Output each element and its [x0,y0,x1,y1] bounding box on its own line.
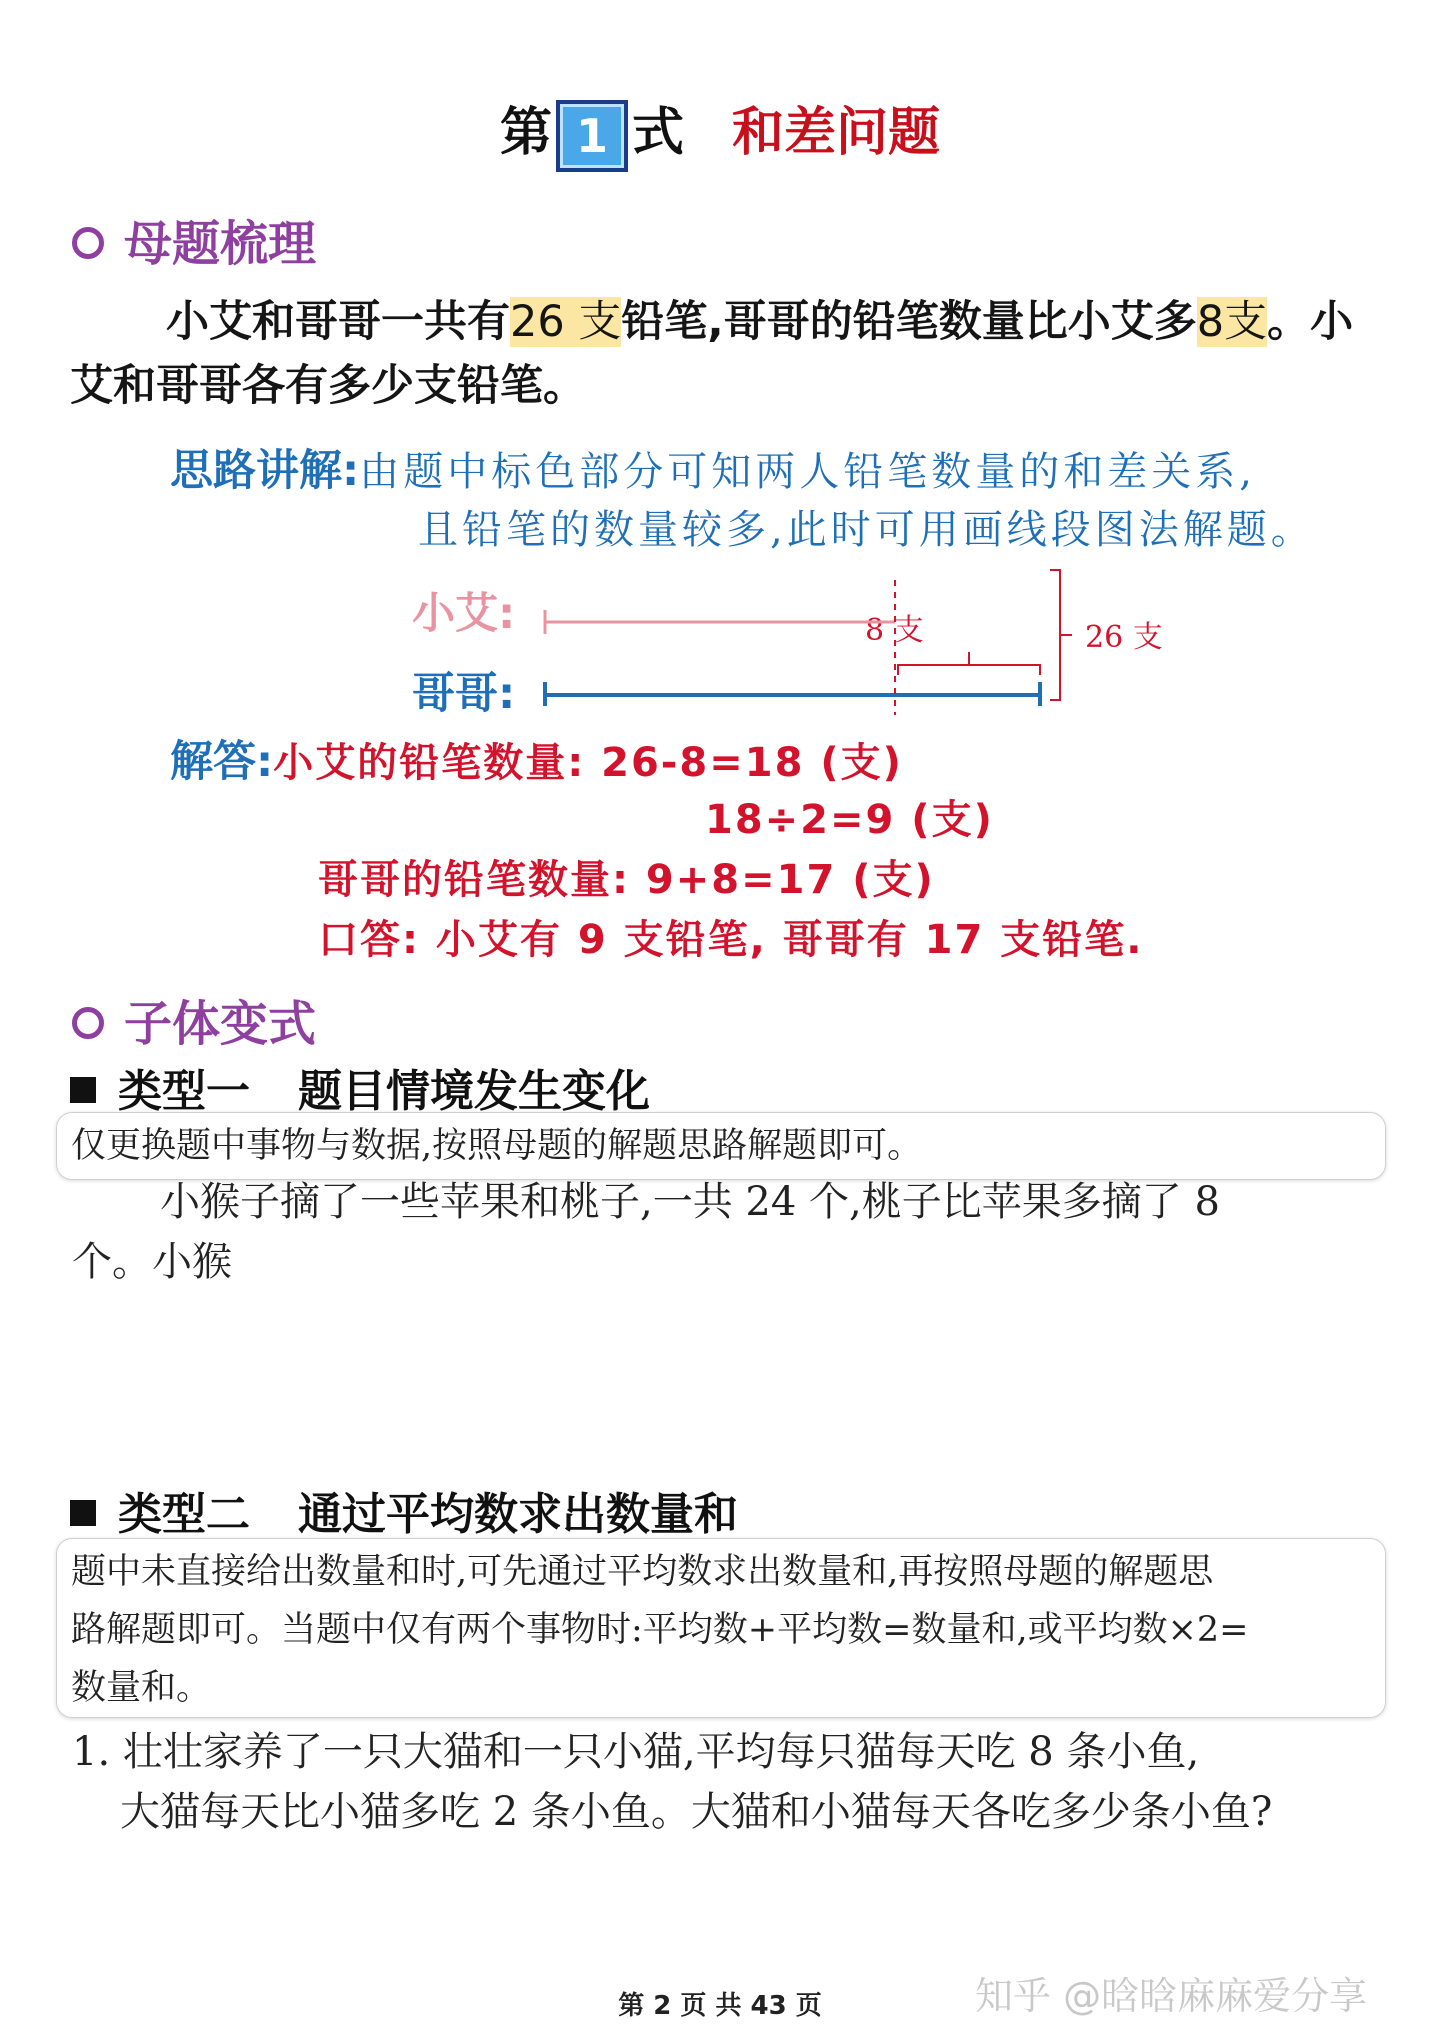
square-bullet-icon [70,1077,96,1103]
gege-segment [545,682,1040,706]
circle-bullet-icon [72,1007,104,1039]
title-prefix: 第 [499,103,552,163]
diff-brace [898,652,1040,675]
title-topic: 和差问题 [732,103,941,163]
diagram-label-gege: 哥哥: [412,669,516,719]
xiaoai-segment [545,610,895,634]
section-heading-variants [72,985,316,1054]
highlight-unit: 支 [1224,297,1268,347]
diagram-diff-label: 8 支 [865,613,924,648]
type1-heading: 类型一 题目情境发生变化 [70,1055,650,1119]
title-number-badge: 1 [556,100,628,172]
section-heading-mother [72,205,316,274]
section-title: 子体变式 [124,996,317,1052]
highlight-diff: 8 [1196,297,1225,347]
line-segment-diagram [540,560,1100,720]
diagram-total-label: 26 支 [1085,620,1163,655]
answer-line-1: 小艾的铅笔数量: 26-8=18 (支) [273,740,903,786]
highlight-total: 26 支 [510,297,622,347]
mother-problem: 小艾和哥哥一共有26 支铅笔,哥哥的铅笔数量比小艾多8支。小艾和哥哥各有多少支铅笔。 [70,297,1354,411]
analysis-label: 思路讲解: [170,446,360,496]
answer-block [170,728,903,789]
type1-question-line-1: 小猴子摘了一些苹果和桃子,一共 24 个,桃子比苹果多摘了 8 [160,1179,1220,1225]
type2-tip-box: 题中未直接给出数量和时,可先通过平均数求出数量和,再按照母题的解题思 路解题即可。当题中仅有两个事物时:平均数+平均数=数量和,或平均数×2= 数量和。 [56,1538,1386,1718]
answer-line-4: 口答: 小艾有 9 支铅笔, 哥哥有 17 支铅笔. [318,917,1144,963]
type1-tip-box: 仅更换题中事物与数据,按照母题的解题思路解题即可。 [56,1112,1386,1180]
analysis-block [170,437,1400,498]
analysis-line-1: 由题中标色部分可知两人铅笔数量的和差关系, [359,449,1256,495]
type2-heading: 类型二 通过平均数求出数量和 [70,1478,738,1542]
circle-bullet-icon [72,227,104,259]
answer-line-3: 哥哥的铅笔数量: 9+8=17 (支) [318,857,935,903]
diagram-label-xiaoai: 小艾: [412,589,516,639]
analysis-line-2: 且铅笔的数量较多,此时可用画线段图法解题。 [418,507,1315,553]
answer-label: 解答: [170,737,274,787]
type1-question-line-2: 个。小猴 [72,1239,232,1285]
section-title: 母题梳理 [124,216,317,272]
square-bullet-icon [70,1500,96,1526]
type2-question-line-2: 大猫每天比小猫多吃 2 条小鱼。大猫和小猫每天各吃多少条小鱼? [120,1789,1273,1835]
type2-question-line-1: 1. 壮壮家养了一只大猫和一只小猫,平均每只猫每天吃 8 条小鱼, [72,1729,1200,1775]
watermark: 知乎 @晗晗麻麻爱分享 [975,1974,1368,2018]
answer-line-2: 18÷2=9 (支) [705,797,994,843]
total-brace [1050,570,1072,700]
page-footer: 第 2 页 共 43 页 [618,1991,822,2021]
page-title [0,90,1440,172]
title-suffix: 式 [631,103,684,163]
